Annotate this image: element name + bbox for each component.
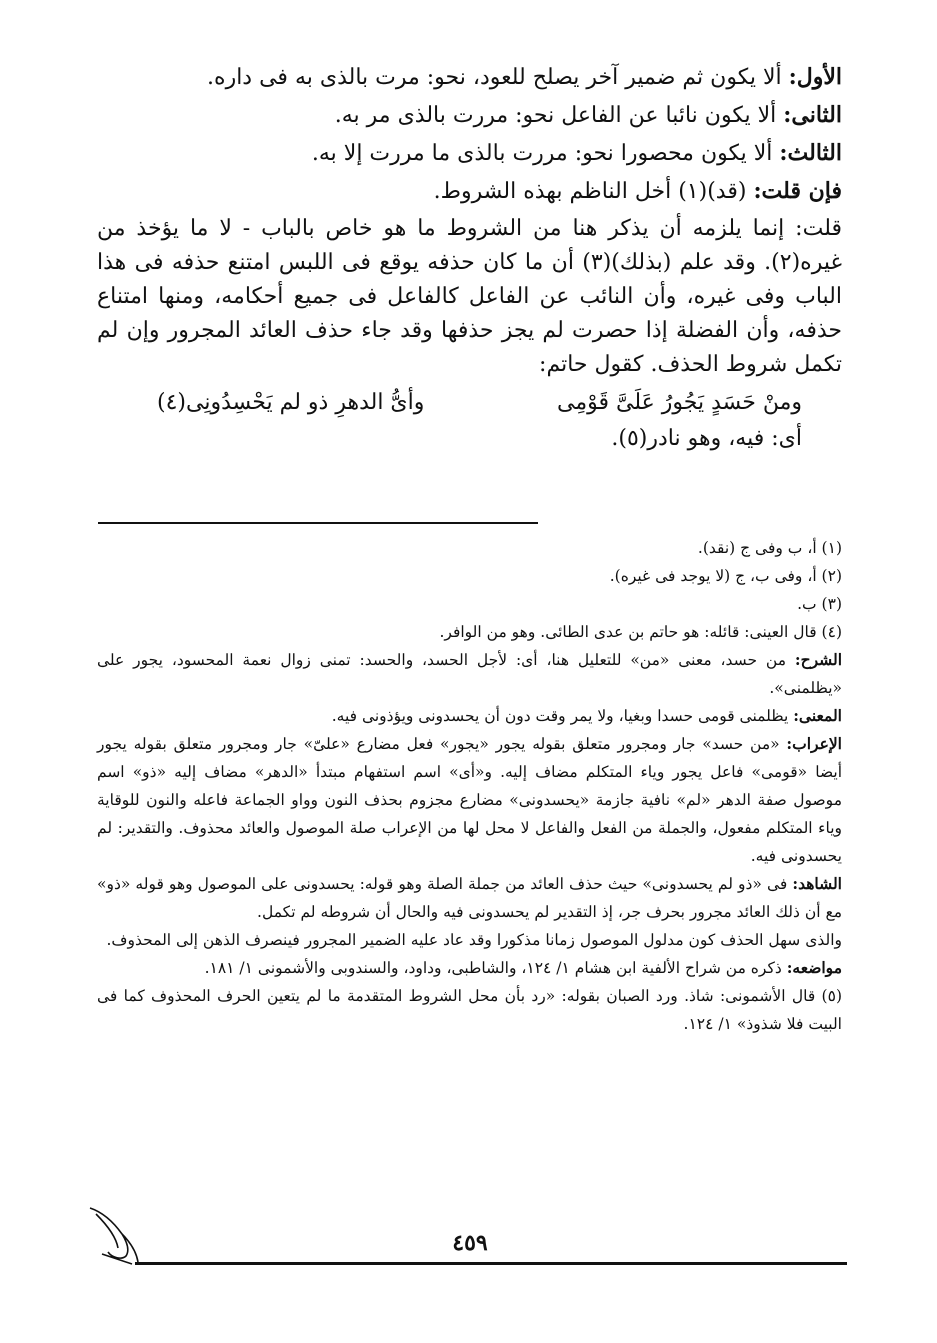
question [97, 174, 842, 209]
condition-second [97, 98, 842, 133]
footnote-separator [98, 522, 538, 524]
condition-third [97, 136, 842, 171]
footnote-3: (٣) ب. [797, 595, 842, 613]
irab-text: «من حسد» جار ومجرور متعلق بقوله يجور «يجور» فعل مضارع «علىّ» جار ومجرور متعلق بقوله يجور أيضا «قومى» فاعل يجور وياء المتكلم مضاف إليه. و«أى» اسم استفهام مبتدأ «الدهر» مضاف إليه «ذو» اسم موصول صفة الدهر «لم» نافية جازمة «يحسدونى» مضارع مجزوم بحذف النون وواو الجماعة فاعله والنون للوقاية وياء المتكلم مفعول، والجملة من الفعل والفاعل لا محل لها من الإعراب صلة الموصول والعائد محذوف. والتقدير: لم يحسدونى فيه. [97, 735, 842, 865]
maana [97, 702, 842, 730]
question-text: (قد)(١) أخل الناظم بهذه الشروط. [433, 179, 754, 204]
irab-label: الإعراب: [786, 734, 842, 753]
maana-text: يظلمنى قومى حسدا وبغيا، ولا يمر وقت دون أن يحسدونى ويؤذونى فيه. [331, 707, 794, 725]
mawadi-text: ذكره من شراح الألفية ابن هشام ١/ ١٢٤، والشاطبى، وداود، والسندوبى والأشمونى ١/ ١٨١. [204, 959, 787, 977]
answer-paragraph: قلت: إنما يلزمه أن يذكر هنا من الشروط ما هو خاص بالباب - لا ما يؤخذ من غيره(٢). وقد علم (بذلك)(٣) أن ما كان حذفه يوقع فى اللبس امتنع حذفه فى هذا الباب وفى غيره، وأن النائب عن الفاعل كالفاعل فى جميع أحكامه، ومنها امتناع حذفه، وأن الفضلة إذا حصرت لم يجز حذفها وقد جاء حذف العائد المجرور وإن لم تكمل شروط الحذف. كقول حاتم: [97, 216, 842, 377]
irab [97, 730, 842, 870]
shahid [97, 870, 842, 926]
text-first: ألا يكون ثم ضمير آخر يصلح للعود، نحو: مرت بالذى به فى داره. [207, 65, 789, 90]
mawadi [97, 954, 842, 982]
signature-mark-icon [82, 1200, 142, 1274]
verse-first-hemistich: ومنْ حَسَدٍ يَجُورُ عَلَىَّ قَوْمِى [557, 390, 802, 415]
text-third: ألا يكون محصورا نحو: مررت بالذى ما مررت إلا به. [311, 141, 780, 166]
label-first: الأول: [788, 64, 842, 90]
page-number: ٤٥٩ [452, 1230, 488, 1256]
sharh-text: من حسد، معنى «من» للتعليل هنا، أى: لأجل الحسد، والحسد: تمنى زوال نعمة المحسود، يجور على «يظلمنى». [97, 651, 842, 697]
maana-label: المعنى: [793, 706, 842, 725]
main-text [97, 60, 842, 457]
text-second: ألا يكون نائبا عن الفاعل نحو: مررت بالذى مر به. [334, 103, 784, 128]
sharh [97, 646, 842, 702]
footnote-1: (١) أ، ب وفى ج (نقد). [697, 539, 842, 557]
condition-first [97, 60, 842, 95]
footnote-2: (٢) أ، وفى ب، ج (لا يوجد فى غيره). [609, 567, 842, 585]
sharh-label: الشرح: [794, 650, 842, 669]
label-third: الثالث: [779, 140, 842, 166]
footnote-4: (٤) قال العينى: قائله: هو حاتم بن عدى الطائى. وهو من الوافر. [439, 623, 842, 641]
footer-rule [135, 1262, 847, 1265]
footnote-5: (٥) قال الأشمونى: شاذ. ورد الصبان بقوله: «رد بأن محل الشروط المتقدمة ما لم يتعين الحرف المحذوف كما فى البيت فلا شذوذ» ١/ ١٢٤. [97, 987, 842, 1033]
mawadi-label: مواضعه: [786, 958, 842, 977]
verse-second-hemistich: وأىُّ الدهرِ ذو لم يَحْسِدُونِى(٤) [157, 390, 425, 415]
alladhi-note: والذى سهل الحذف كون مدلول الموصول زمانا مذكورا وقد عاد عليه الضمير المجرور فينصرف الذهن إلى المحذوف. [106, 931, 842, 949]
label-second: الثانى: [783, 102, 842, 128]
footnotes [97, 534, 842, 1038]
shahid-text: فى «ذو لم يحسدونى» حيث حذف العائد من جملة الصلة وهو قوله: يحسدونى على الموصول وهو قوله «ذو» مع أن ذلك العائد مجرور بحرف جر، إذ التقدير لم يحسدونى فيه والحال أن شروطه لم تكمل. [97, 875, 842, 921]
verse-explanation: أى: فيه، وهو نادر(٥). [611, 426, 802, 451]
shahid-label: الشاهد: [792, 874, 842, 893]
poetry-verse [157, 385, 802, 421]
question-label: فإن قلت: [753, 178, 842, 204]
